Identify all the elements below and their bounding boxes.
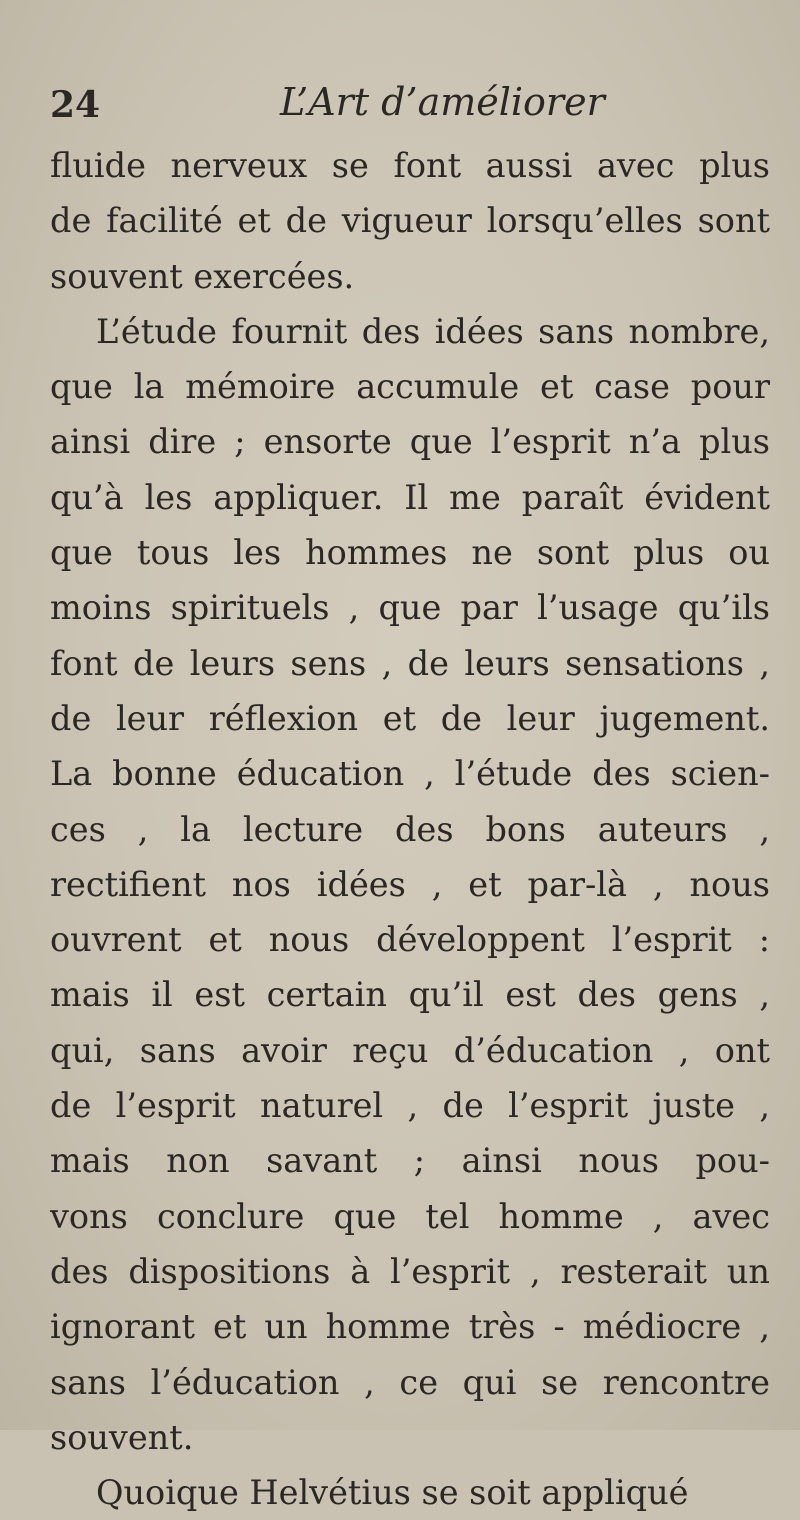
running-title: L’Art d’améliorer: [280, 80, 605, 124]
text-line: qu’à les appliquer. Il me paraît évident: [50, 477, 770, 517]
text-line: sans l’éducation , ce qui se rencontre: [50, 1362, 770, 1402]
text-line: Quoique Helvétius se soit appliqué: [96, 1473, 689, 1513]
text-line: de l’esprit naturel , de l’esprit juste ,: [50, 1086, 770, 1126]
text-line: souvent.: [50, 1417, 194, 1457]
text-line: La bonne éducation , l’étude des scien-: [50, 754, 770, 794]
text-line: mais il est certain qu’il est des gens ,: [50, 975, 770, 1015]
text-line: rectifient nos idées , et par-là , nous: [50, 864, 770, 904]
text-line: qui, sans avoir reçu d’éducation , ont: [50, 1030, 770, 1070]
text-line: ignorant et un homme très - médiocre ,: [50, 1307, 770, 1347]
text-line: que la mémoire accumule et case pour: [50, 367, 770, 407]
text-line: ces , la lecture des bons auteurs ,: [50, 809, 770, 849]
text-line: font de leurs sens , de leurs sensations ,: [50, 643, 770, 683]
text-line: vons conclure que tel homme , avec: [50, 1196, 770, 1236]
text-line: fluide nerveux se font aussi avec plus: [50, 146, 770, 185]
text-line: que tous les hommes ne sont plus ou: [50, 533, 770, 573]
text-line: moins spirituels , que par l’usage qu’ils: [50, 588, 770, 628]
text-line: de facilité et de vigueur lorsqu’elles sont: [50, 201, 770, 241]
text-line: de leur réflexion et de leur jugement.: [50, 698, 770, 738]
text-line: mais non savant ; ainsi nous pou-: [50, 1141, 770, 1181]
text-line: ouvrent et nous développent l’esprit :: [50, 920, 770, 960]
page-header: [50, 72, 750, 126]
text-line: L’étude fournit des idées sans nombre,: [96, 311, 770, 351]
text-line: ainsi dire ; ensorte que l’esprit n’a plus: [50, 422, 770, 462]
body-text: [50, 138, 770, 1520]
page-number: 24: [50, 84, 101, 126]
text-line: des dispositions à l’esprit , resterait un: [50, 1251, 770, 1291]
text-line: souvent exercées.: [50, 256, 355, 296]
